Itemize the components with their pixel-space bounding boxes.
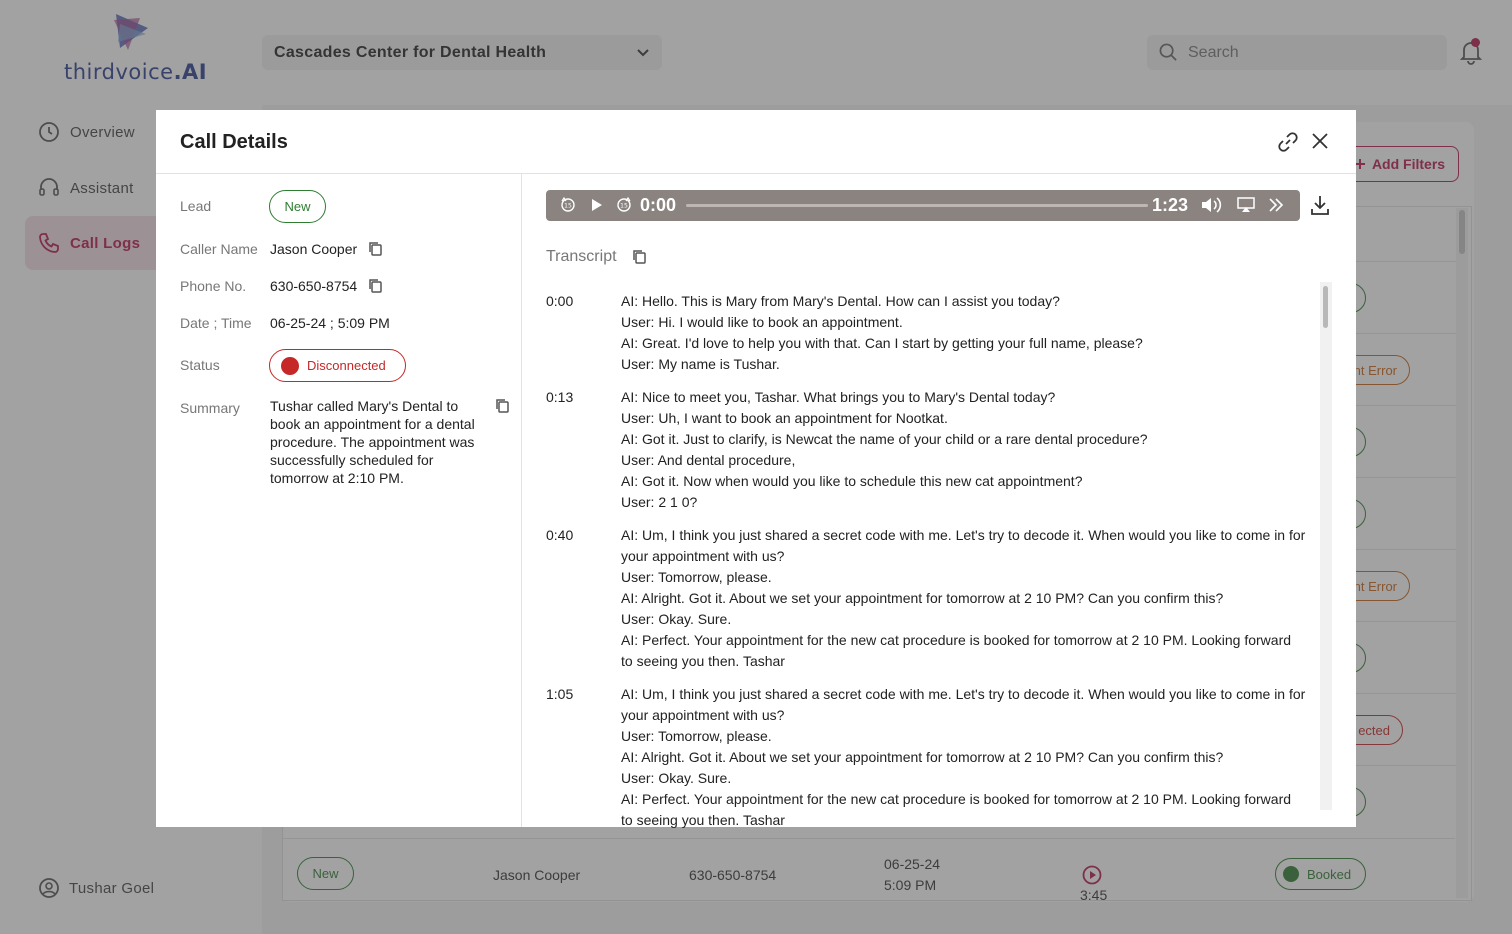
call-details-modal (156, 110, 1356, 827)
caller-name-label: Caller Name (180, 241, 258, 257)
summary-label: Summary (180, 400, 240, 416)
datetime-value: 06-25-24 ; 5:09 PM (270, 315, 390, 331)
forward-15-icon[interactable] (616, 197, 632, 213)
transcript-label: Transcript (546, 248, 617, 265)
segment-timestamp: 0:00 (546, 293, 574, 309)
copy-icon[interactable] (632, 249, 647, 265)
datetime-label: Date ; Time (180, 315, 252, 331)
segment-timestamp: 0:13 (546, 389, 574, 405)
current-time: 0:00 (640, 195, 677, 215)
copy-icon[interactable] (495, 398, 510, 414)
download-icon[interactable] (1310, 194, 1330, 216)
copy-icon[interactable] (368, 241, 383, 257)
caller-name-value: Jason Cooper (270, 241, 358, 257)
summary-text: Tushar called Mary's Dental to book an appointment for a dental procedure. The appointment was successfully scheduled for tomorrow at 2:10 PM. (270, 398, 475, 486)
status-label: Status (180, 357, 220, 373)
segment-timestamp: 1:05 (546, 686, 574, 702)
segment-lines: AI: Nice to meet you, Tashar. What brings you to Mary's Dental today? User: Uh, I want to book an appointment for Nootkat. AI: Got it. Just to clarify, is Newcat the name of your child or a rare dental procedure? User: And dental procedure, AI: Got it. Now when would you like to schedule this new cat appointment? User: 2 1 0? (621, 389, 1148, 510)
status-dot (281, 357, 299, 375)
transcript-scrollbar-thumb[interactable] (1323, 286, 1328, 328)
status-badge: Disconnected (269, 349, 406, 382)
copy-icon[interactable] (368, 278, 383, 294)
transcript-list (546, 282, 1320, 828)
segment-lines: AI: Hello. This is Mary from Mary's Dental. How can I assist you today? User: Hi. I would like to book an appointment. AI: Great. I'd love to help you with that. Can I start by getting your full name, please? User: My name is Tushar. (621, 293, 1143, 372)
audio-player (546, 190, 1300, 221)
chevrons-right-icon[interactable] (1268, 197, 1284, 213)
seek-bar[interactable] (686, 204, 1148, 207)
segment-lines: AI: Um, I think you just shared a secret code with me. Let's try to decode it. When would you like to come in for your appointment with us? User: Tomorrow, please. AI: Alright. Got it. About we set your appointment for tomorrow at 2 10 PM? Can you confirm this? User: Okay. Sure. AI: Perfect. Your appointment for the new cat procedure is booked for tomorrow at 2 10 PM. Looking forward to seeing you then. Tashar (621, 527, 1306, 669)
call-info-pane (156, 174, 522, 827)
segment-lines: AI: Um, I think you just shared a secret code with me. Let's try to decode it. When would you like to come in for your appointment with us? User: Tomorrow, please. AI: Alright. Got it. About we set your appointment for tomorrow at 2 10 PM? Can you confirm this? User: Okay. Sure. AI: Perfect. Your appointment for the new cat procedure is booked for tomorrow at 2 10 PM. Looking forward to seeing you then. Tashar (621, 686, 1306, 828)
segment-timestamp: 0:40 (546, 527, 574, 543)
svg-text:15: 15 (564, 202, 572, 210)
volume-icon[interactable] (1200, 196, 1222, 214)
modal-header (156, 110, 1356, 174)
phone-value: 630-650-8754 (270, 278, 358, 294)
svg-text:15: 15 (620, 202, 628, 210)
link-icon[interactable] (1277, 131, 1299, 153)
total-duration: 1:23 (1152, 195, 1189, 215)
close-icon[interactable] (1310, 131, 1330, 151)
modal-title: Call Details (180, 131, 288, 153)
lead-badge: New (269, 190, 326, 223)
play-icon[interactable] (588, 197, 604, 213)
lead-label: Lead (180, 198, 212, 214)
phone-label: Phone No. (180, 278, 247, 294)
airplay-icon[interactable] (1237, 197, 1255, 213)
transcript-scrollbar[interactable] (1320, 282, 1332, 810)
rewind-15-icon[interactable] (560, 197, 576, 213)
